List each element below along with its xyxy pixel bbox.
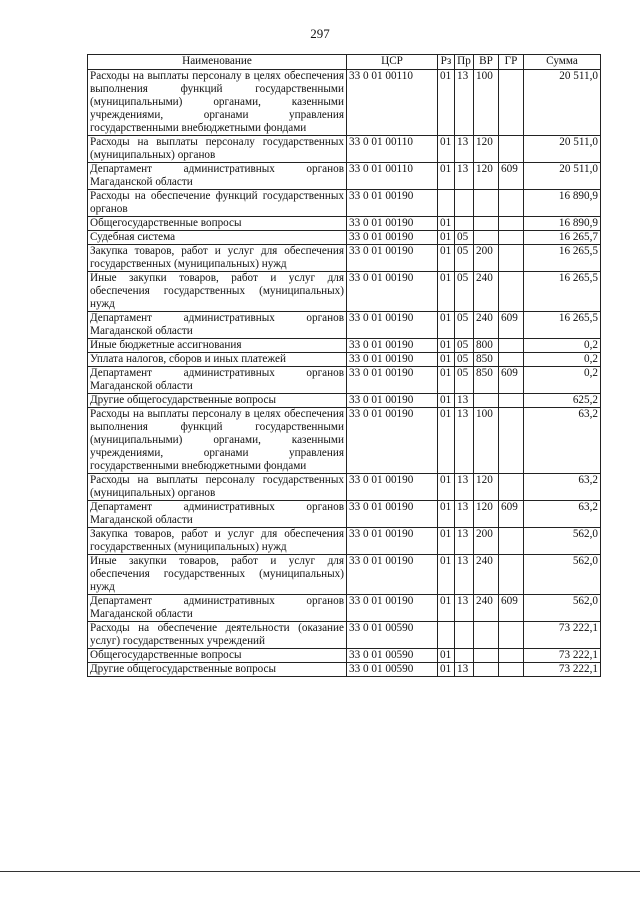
row-sum: 625,2 bbox=[524, 394, 601, 408]
row-pr: 05 bbox=[455, 245, 474, 272]
table-row bbox=[88, 595, 601, 622]
row-vr: 120 bbox=[474, 136, 499, 163]
row-rz: 01 bbox=[438, 649, 455, 663]
row-vr: 120 bbox=[474, 163, 499, 190]
row-name: Департамент административных органов Магаданской области bbox=[88, 501, 347, 528]
page-number: 297 bbox=[310, 26, 330, 41]
row-sum: 63,2 bbox=[524, 501, 601, 528]
header-sum: Сумма bbox=[524, 55, 601, 70]
table-row bbox=[88, 555, 601, 595]
row-name: Департамент административных органов Магаданской области bbox=[88, 367, 347, 394]
row-gr: 609 bbox=[499, 501, 524, 528]
row-pr: 13 bbox=[455, 474, 474, 501]
row-vr: 240 bbox=[474, 312, 499, 339]
row-gr bbox=[499, 231, 524, 245]
table-row bbox=[88, 163, 601, 190]
row-rz: 01 bbox=[438, 163, 455, 190]
row-name: Департамент административных органов Магаданской области bbox=[88, 163, 347, 190]
row-name: Иные закупки товаров, работ и услуг для обеспечения государственных (муниципальных) нужд bbox=[88, 272, 347, 312]
row-pr: 13 bbox=[455, 595, 474, 622]
row-csr: 33 0 01 00190 bbox=[347, 339, 438, 353]
row-rz: 01 bbox=[438, 217, 455, 231]
row-name: Другие общегосударственные вопросы bbox=[88, 663, 347, 677]
table-row bbox=[88, 190, 601, 217]
row-gr bbox=[499, 136, 524, 163]
row-sum: 0,2 bbox=[524, 339, 601, 353]
row-rz: 01 bbox=[438, 408, 455, 474]
row-name: Общегосударственные вопросы bbox=[88, 649, 347, 663]
row-name: Судебная система bbox=[88, 231, 347, 245]
row-vr bbox=[474, 190, 499, 217]
row-sum: 0,2 bbox=[524, 367, 601, 394]
table-row bbox=[88, 136, 601, 163]
row-vr: 100 bbox=[474, 408, 499, 474]
row-vr bbox=[474, 622, 499, 649]
row-csr: 33 0 01 00190 bbox=[347, 595, 438, 622]
row-sum: 0,2 bbox=[524, 353, 601, 367]
row-name: Департамент административных органов Магаданской области bbox=[88, 595, 347, 622]
row-rz: 01 bbox=[438, 136, 455, 163]
row-gr bbox=[499, 394, 524, 408]
header-csr: ЦСР bbox=[347, 55, 438, 70]
row-rz: 01 bbox=[438, 353, 455, 367]
row-vr: 200 bbox=[474, 528, 499, 555]
row-gr bbox=[499, 353, 524, 367]
row-csr: 33 0 01 00190 bbox=[347, 528, 438, 555]
header-name: Наименование bbox=[88, 55, 347, 70]
row-gr bbox=[499, 663, 524, 677]
header-rz: Рз bbox=[438, 55, 455, 70]
row-name: Общегосударственные вопросы bbox=[88, 217, 347, 231]
row-pr: 05 bbox=[455, 367, 474, 394]
row-pr: 13 bbox=[455, 528, 474, 555]
row-name: Уплата налогов, сборов и иных платежей bbox=[88, 353, 347, 367]
row-pr: 05 bbox=[455, 353, 474, 367]
row-vr: 120 bbox=[474, 501, 499, 528]
row-pr: 13 bbox=[455, 394, 474, 408]
header-gr: ГР bbox=[499, 55, 524, 70]
row-csr: 33 0 01 00110 bbox=[347, 70, 438, 136]
row-rz: 01 bbox=[438, 528, 455, 555]
bottom-rule bbox=[0, 871, 640, 872]
row-sum: 562,0 bbox=[524, 595, 601, 622]
table-row bbox=[88, 622, 601, 649]
row-name: Другие общегосударственные вопросы bbox=[88, 394, 347, 408]
row-sum: 73 222,1 bbox=[524, 622, 601, 649]
row-csr: 33 0 01 00190 bbox=[347, 408, 438, 474]
row-csr: 33 0 01 00590 bbox=[347, 663, 438, 677]
row-csr: 33 0 01 00190 bbox=[347, 474, 438, 501]
row-gr: 609 bbox=[499, 312, 524, 339]
row-gr bbox=[499, 272, 524, 312]
row-name: Расходы на обеспечение деятельности (оказание услуг) государственных учреждений bbox=[88, 622, 347, 649]
row-name: Закупка товаров, работ и услуг для обеспечения государственных (муниципальных) нужд bbox=[88, 528, 347, 555]
table-row bbox=[88, 312, 601, 339]
row-gr bbox=[499, 70, 524, 136]
row-name: Расходы на выплаты персоналу в целях обеспечения выполнения функций государственными (муниципальными) органами, казенными учреждениями, органами управления государственными внебюджетными фондами bbox=[88, 408, 347, 474]
row-name: Закупка товаров, работ и услуг для обеспечения государственных (муниципальных) нужд bbox=[88, 245, 347, 272]
row-sum: 16 890,9 bbox=[524, 190, 601, 217]
row-csr: 33 0 01 00190 bbox=[347, 272, 438, 312]
row-csr: 33 0 01 00590 bbox=[347, 649, 438, 663]
table-row bbox=[88, 272, 601, 312]
table-row bbox=[88, 353, 601, 367]
row-vr: 120 bbox=[474, 474, 499, 501]
row-vr bbox=[474, 649, 499, 663]
row-sum: 20 511,0 bbox=[524, 70, 601, 136]
row-sum: 16 265,5 bbox=[524, 272, 601, 312]
row-name: Расходы на обеспечение функций государственных органов bbox=[88, 190, 347, 217]
row-sum: 63,2 bbox=[524, 408, 601, 474]
row-vr: 200 bbox=[474, 245, 499, 272]
row-rz: 01 bbox=[438, 501, 455, 528]
table-row bbox=[88, 394, 601, 408]
row-rz: 01 bbox=[438, 663, 455, 677]
row-vr: 800 bbox=[474, 339, 499, 353]
row-gr bbox=[499, 339, 524, 353]
row-rz: 01 bbox=[438, 555, 455, 595]
row-gr bbox=[499, 408, 524, 474]
row-csr: 33 0 01 00110 bbox=[347, 163, 438, 190]
row-rz: 01 bbox=[438, 312, 455, 339]
table-body bbox=[88, 70, 601, 677]
header-pr: Пр bbox=[455, 55, 474, 70]
table-row bbox=[88, 408, 601, 474]
row-gr bbox=[499, 474, 524, 501]
row-pr: 13 bbox=[455, 408, 474, 474]
row-gr bbox=[499, 528, 524, 555]
row-vr: 100 bbox=[474, 70, 499, 136]
row-sum: 16 265,7 bbox=[524, 231, 601, 245]
row-vr bbox=[474, 231, 499, 245]
row-rz: 01 bbox=[438, 595, 455, 622]
row-pr: 05 bbox=[455, 231, 474, 245]
row-name: Расходы на выплаты персоналу государственных (муниципальных) органов bbox=[88, 136, 347, 163]
row-pr: 05 bbox=[455, 339, 474, 353]
table-row bbox=[88, 663, 601, 677]
row-pr bbox=[455, 622, 474, 649]
header-vr: ВР bbox=[474, 55, 499, 70]
row-sum: 63,2 bbox=[524, 474, 601, 501]
row-sum: 562,0 bbox=[524, 555, 601, 595]
table-row bbox=[88, 231, 601, 245]
row-gr bbox=[499, 190, 524, 217]
row-rz: 01 bbox=[438, 367, 455, 394]
row-name: Иные закупки товаров, работ и услуг для обеспечения государственных (муниципальных) нужд bbox=[88, 555, 347, 595]
row-csr: 33 0 01 00190 bbox=[347, 367, 438, 394]
table-row bbox=[88, 339, 601, 353]
row-sum: 562,0 bbox=[524, 528, 601, 555]
table-row bbox=[88, 649, 601, 663]
table-row bbox=[88, 217, 601, 231]
row-csr: 33 0 01 00190 bbox=[347, 312, 438, 339]
row-pr: 13 bbox=[455, 501, 474, 528]
row-rz bbox=[438, 622, 455, 649]
row-vr: 850 bbox=[474, 353, 499, 367]
row-rz: 01 bbox=[438, 272, 455, 312]
row-gr: 609 bbox=[499, 595, 524, 622]
row-pr bbox=[455, 649, 474, 663]
row-csr: 33 0 01 00110 bbox=[347, 136, 438, 163]
row-pr: 13 bbox=[455, 663, 474, 677]
row-gr: 609 bbox=[499, 163, 524, 190]
row-csr: 33 0 01 00190 bbox=[347, 353, 438, 367]
row-name: Расходы на выплаты персоналу в целях обеспечения выполнения функций государственными (муниципальными) органами, казенными учреждениями, органами управления государственными внебюджетными фондами bbox=[88, 70, 347, 136]
row-pr bbox=[455, 217, 474, 231]
row-csr: 33 0 01 00190 bbox=[347, 555, 438, 595]
table-row bbox=[88, 70, 601, 136]
row-vr: 240 bbox=[474, 272, 499, 312]
budget-table bbox=[87, 54, 601, 677]
row-sum: 16 265,5 bbox=[524, 312, 601, 339]
row-rz: 01 bbox=[438, 339, 455, 353]
table-header bbox=[88, 55, 601, 70]
row-name: Департамент административных органов Магаданской области bbox=[88, 312, 347, 339]
row-name: Расходы на выплаты персоналу государственных (муниципальных) органов bbox=[88, 474, 347, 501]
row-gr bbox=[499, 649, 524, 663]
row-csr: 33 0 01 00190 bbox=[347, 501, 438, 528]
row-rz: 01 bbox=[438, 70, 455, 136]
row-pr: 05 bbox=[455, 312, 474, 339]
row-gr bbox=[499, 217, 524, 231]
row-csr: 33 0 01 00190 bbox=[347, 190, 438, 217]
table-row bbox=[88, 245, 601, 272]
row-vr bbox=[474, 217, 499, 231]
row-csr: 33 0 01 00190 bbox=[347, 231, 438, 245]
row-gr bbox=[499, 622, 524, 649]
row-rz: 01 bbox=[438, 231, 455, 245]
row-vr: 240 bbox=[474, 555, 499, 595]
table-row bbox=[88, 501, 601, 528]
row-pr: 13 bbox=[455, 555, 474, 595]
table-row bbox=[88, 367, 601, 394]
row-csr: 33 0 01 00190 bbox=[347, 394, 438, 408]
row-rz: 01 bbox=[438, 394, 455, 408]
row-name: Иные бюджетные ассигнования bbox=[88, 339, 347, 353]
row-pr: 13 bbox=[455, 136, 474, 163]
row-rz bbox=[438, 190, 455, 217]
row-pr: 13 bbox=[455, 163, 474, 190]
row-gr bbox=[499, 245, 524, 272]
row-vr bbox=[474, 394, 499, 408]
row-sum: 16 890,9 bbox=[524, 217, 601, 231]
row-pr bbox=[455, 190, 474, 217]
table-row bbox=[88, 528, 601, 555]
row-vr: 850 bbox=[474, 367, 499, 394]
row-vr bbox=[474, 663, 499, 677]
row-gr: 609 bbox=[499, 367, 524, 394]
row-vr: 240 bbox=[474, 595, 499, 622]
row-sum: 73 222,1 bbox=[524, 649, 601, 663]
row-pr: 13 bbox=[455, 70, 474, 136]
row-sum: 16 265,5 bbox=[524, 245, 601, 272]
row-csr: 33 0 01 00590 bbox=[347, 622, 438, 649]
table-row bbox=[88, 474, 601, 501]
row-csr: 33 0 01 00190 bbox=[347, 217, 438, 231]
row-csr: 33 0 01 00190 bbox=[347, 245, 438, 272]
row-sum: 20 511,0 bbox=[524, 163, 601, 190]
row-rz: 01 bbox=[438, 474, 455, 501]
row-sum: 73 222,1 bbox=[524, 663, 601, 677]
row-rz: 01 bbox=[438, 245, 455, 272]
row-pr: 05 bbox=[455, 272, 474, 312]
row-sum: 20 511,0 bbox=[524, 136, 601, 163]
row-gr bbox=[499, 555, 524, 595]
